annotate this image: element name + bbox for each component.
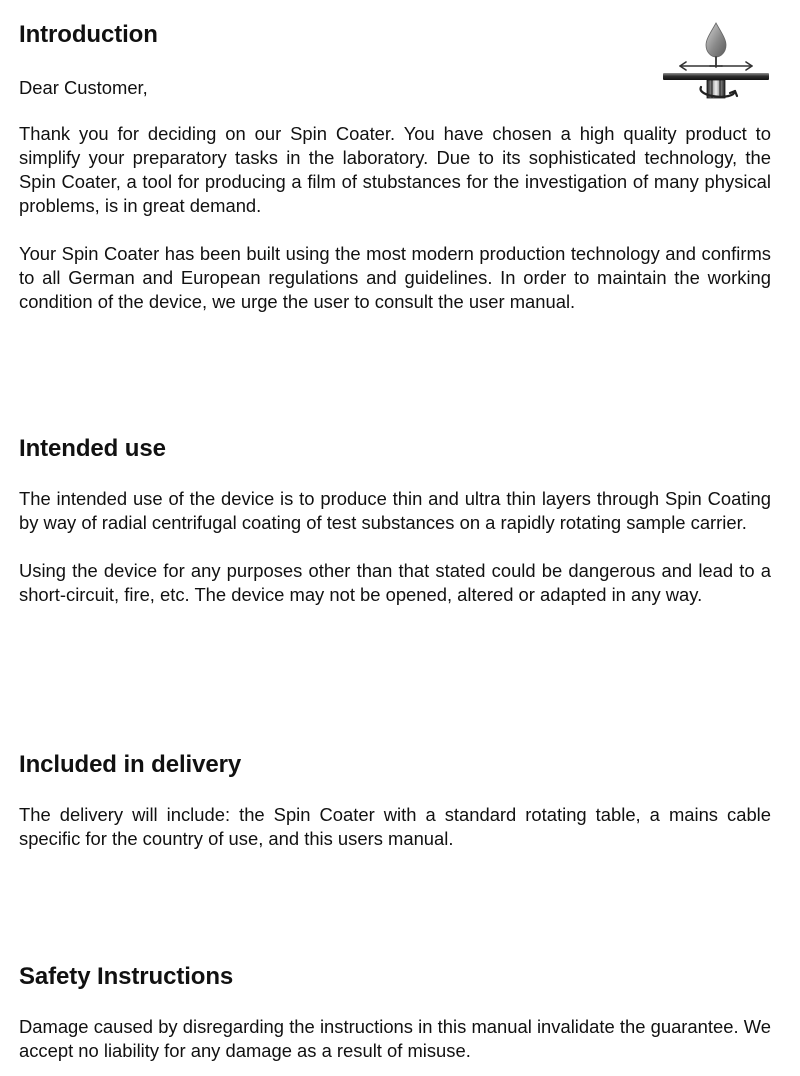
introduction-heading: Introduction xyxy=(19,21,158,48)
intended-use-paragraph-2: Using the device for any purposes other than that stated could be dangerous and lead to a short-circuit, fire, etc. The device may not be opened, altered or adapted in any way. xyxy=(19,560,771,605)
introduction-section xyxy=(19,21,771,314)
greeting: Dear Customer, xyxy=(19,77,148,98)
safety-instructions-heading: Safety Instructions xyxy=(19,963,234,990)
intended-use-heading: Intended use xyxy=(19,435,166,462)
intended-use-section xyxy=(19,435,771,607)
included-in-delivery-heading: Included in delivery xyxy=(19,751,242,778)
intended-use-paragraph-1: The intended use of the device is to produce thin and ultra thin layers through Spin Coating by way of radial centrifugal coating of test substances on a rapidly rotating sample carrier. xyxy=(19,488,771,533)
introduction-paragraph-2: Your Spin Coater has been built using the most modern production technology and confirms to all German and European regulations and guidelines. In order to maintain the working condition of the device, we urge the user to consult the user manual. xyxy=(19,243,771,312)
introduction-paragraph-1: Thank you for deciding on our Spin Coater. You have chosen a high quality product to simplify your preparatory tasks in the laboratory. Due to its sophisticated technology, the Spin Coater, a tool for producing a film of stubstances for the investigation of many physical problems, is in great demand. xyxy=(19,123,771,216)
safety-instructions-paragraph: Damage caused by disregarding the instructions in this manual invalidate the guarantee. We accept no liability for any damage as a result of misuse. xyxy=(19,1016,771,1061)
safety-instructions-section xyxy=(19,963,771,1063)
included-in-delivery-paragraph: The delivery will include: the Spin Coater with a standard rotating table, a mains cable specific for the country of use, and this users manual. xyxy=(19,804,771,849)
included-in-delivery-section xyxy=(19,751,771,851)
